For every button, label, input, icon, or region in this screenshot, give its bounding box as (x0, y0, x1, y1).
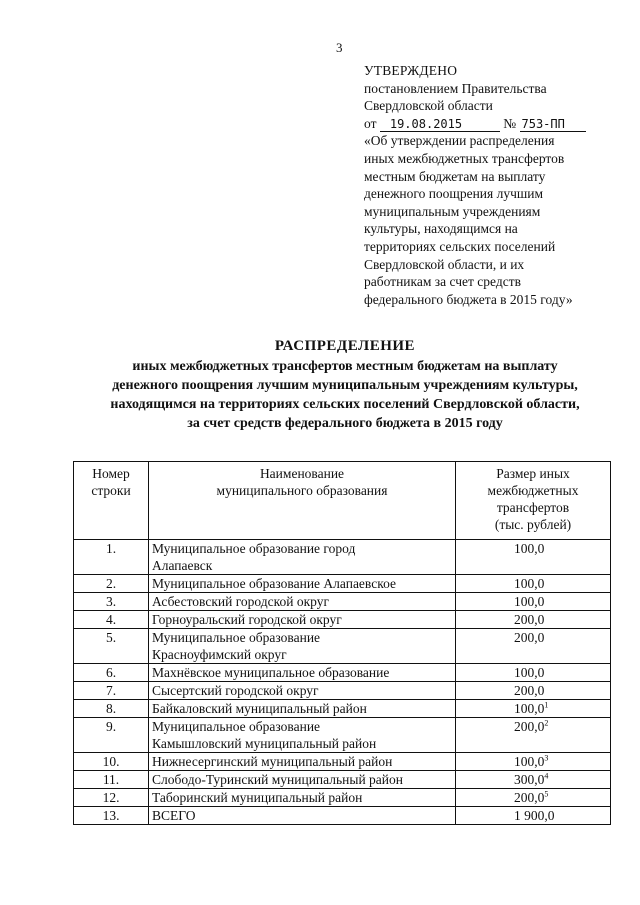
footnote-mark: 5 (544, 789, 549, 799)
transfer-amount (456, 664, 611, 682)
transfer-amount (456, 700, 611, 718)
table-row (74, 611, 611, 629)
amount-value: 100,0 (514, 541, 545, 556)
date-prefix: от (364, 115, 377, 131)
municipality-name-line: Муниципальное образование Алапаевское (152, 576, 396, 591)
row-number: 4. (74, 611, 149, 629)
municipality-name-line: Красноуфимский округ (152, 647, 287, 662)
municipality-name-line: Горноуральский городской округ (152, 612, 342, 627)
approval-subject-line: территориях сельских поселений (364, 238, 556, 254)
approval-line-2: Свердловской области (364, 98, 493, 114)
table-row (74, 771, 611, 789)
date-field (380, 117, 500, 132)
municipality-name-line: Муниципальное образование (152, 719, 321, 734)
row-number: 7. (74, 682, 149, 700)
transfer-amount (456, 771, 611, 789)
table-header-row (74, 462, 611, 540)
municipality-name (149, 700, 456, 718)
municipality-name-line: Камышловский муниципальный район (152, 736, 377, 751)
approval-subject-line: работникам за счет средств (364, 274, 521, 290)
approval-subject-line: местным бюджетам на выплату (364, 168, 546, 184)
municipality-name-line: Асбестовский городской округ (152, 594, 330, 609)
municipality-name-line: Нижнесергинский муниципальный район (152, 754, 393, 769)
row-number: 1. (74, 540, 149, 575)
approval-subject-line: федерального бюджета в 2015 году» (364, 291, 573, 307)
title-line: денежного поощрения лучшим муниципальным учреждениям культуры, (112, 378, 578, 393)
table-row (74, 700, 611, 718)
municipality-name (149, 575, 456, 593)
transfer-amount (456, 718, 611, 753)
municipality-name-line: Муниципальное образование (152, 630, 321, 645)
amount-value: 100,0 (514, 576, 545, 591)
approval-subject-line: муниципальным учреждениям (364, 203, 541, 219)
transfer-amount (456, 629, 611, 664)
header-name: Наименование муниципального образования (149, 462, 456, 540)
municipality-name-line: Муниципальное образование город (152, 541, 356, 556)
row-number: 3. (74, 593, 149, 611)
table-row (74, 629, 611, 664)
row-number: 8. (74, 700, 149, 718)
amount-value: 200,0 (514, 630, 545, 645)
municipality-name (149, 664, 456, 682)
title-subtitle (40, 357, 640, 433)
table-body (74, 540, 611, 825)
municipality-name (149, 789, 456, 807)
footnote-mark: 3 (544, 753, 549, 763)
amount-value: 200,0 (514, 612, 545, 627)
distribution-table (73, 461, 611, 825)
transfer-amount (456, 807, 611, 825)
municipality-name-line: Байкаловский муниципальный район (152, 701, 367, 716)
row-number: 12. (74, 789, 149, 807)
footnote-mark: 2 (544, 718, 549, 728)
row-number: 2. (74, 575, 149, 593)
transfer-amount (456, 540, 611, 575)
table-row (74, 789, 611, 807)
municipality-name (149, 753, 456, 771)
transfer-amount (456, 789, 611, 807)
transfer-amount (456, 575, 611, 593)
transfer-amount (456, 611, 611, 629)
table-row (74, 664, 611, 682)
approval-heading: УТВЕРЖДЕНО (364, 63, 458, 78)
amount-value: 1 900,0 (514, 808, 555, 823)
header-amount: Размер иных межбюджетных трансфертов (тыс. рублей) (456, 462, 611, 540)
municipality-name (149, 771, 456, 789)
amount-value: 300,0 (514, 772, 545, 787)
municipality-name-line: Таборинский муниципальный район (152, 790, 363, 805)
municipality-name-line: Алапаевск (152, 558, 213, 573)
row-number: 6. (74, 664, 149, 682)
table-row (74, 807, 611, 825)
amount-value: 100,0 (514, 594, 545, 609)
number-value: 753-ПП (521, 116, 565, 131)
approval-subject-line: «Об утверждении распределения (364, 133, 555, 149)
title-line: за счет средств федерального бюджета в 2015 году (187, 416, 503, 431)
table-row (74, 753, 611, 771)
municipality-name-line: Сысертский городской округ (152, 683, 319, 698)
municipality-name (149, 682, 456, 700)
table-row (74, 682, 611, 700)
document-title (40, 338, 640, 433)
municipality-name-line: ВСЕГО (152, 808, 196, 823)
row-number: 5. (74, 629, 149, 664)
approval-subject-line: иных межбюджетных трансфертов (364, 150, 565, 166)
approval-subject-line: Свердловской области, и их (364, 256, 525, 272)
row-number: 9. (74, 718, 149, 753)
table-row (74, 540, 611, 575)
approval-date-line (364, 115, 614, 133)
number-prefix: № (503, 115, 517, 131)
municipality-name (149, 611, 456, 629)
title-main: РАСПРЕДЕЛЕНИЕ (274, 338, 416, 354)
municipality-name (149, 593, 456, 611)
transfer-amount (456, 753, 611, 771)
footnote-mark: 1 (544, 700, 549, 710)
municipality-name-line: Слободо-Туринский муниципальный район (152, 772, 403, 787)
table-row (74, 593, 611, 611)
amount-value: 200,0 (514, 719, 545, 734)
amount-value: 100,0 (514, 665, 545, 680)
transfer-amount (456, 682, 611, 700)
amount-value: 100,0 (514, 701, 545, 716)
footnote-mark: 4 (544, 771, 549, 781)
row-number: 13. (74, 807, 149, 825)
date-value: 19.08.2015 (389, 116, 463, 131)
row-number: 10. (74, 753, 149, 771)
municipality-name (149, 540, 456, 575)
approval-subject (364, 132, 614, 308)
amount-value: 200,0 (514, 683, 545, 698)
municipality-name-line: Махнёвское муниципальное образование (152, 665, 390, 680)
approval-subject-line: культуры, находящимся на (364, 221, 518, 237)
municipality-name (149, 629, 456, 664)
amount-value: 100,0 (514, 754, 545, 769)
amount-value: 200,0 (514, 790, 545, 805)
approval-line-1: постановлением Правительства (364, 80, 547, 96)
title-line: иных межбюджетных трансфертов местным бюджетам на выплату (132, 359, 558, 374)
page-number: 3 (336, 40, 343, 55)
approval-block (364, 62, 614, 308)
table-row (74, 575, 611, 593)
row-number: 11. (74, 771, 149, 789)
municipality-name (149, 718, 456, 753)
header-num: Номер строки (74, 462, 149, 540)
municipality-name (149, 807, 456, 825)
transfer-amount (456, 593, 611, 611)
table-row (74, 718, 611, 753)
number-field (520, 117, 586, 132)
title-line: находящимся на территориях сельских поселений Свердловской области, (110, 397, 580, 412)
approval-subject-line: денежного поощрения лучшим (364, 186, 544, 202)
